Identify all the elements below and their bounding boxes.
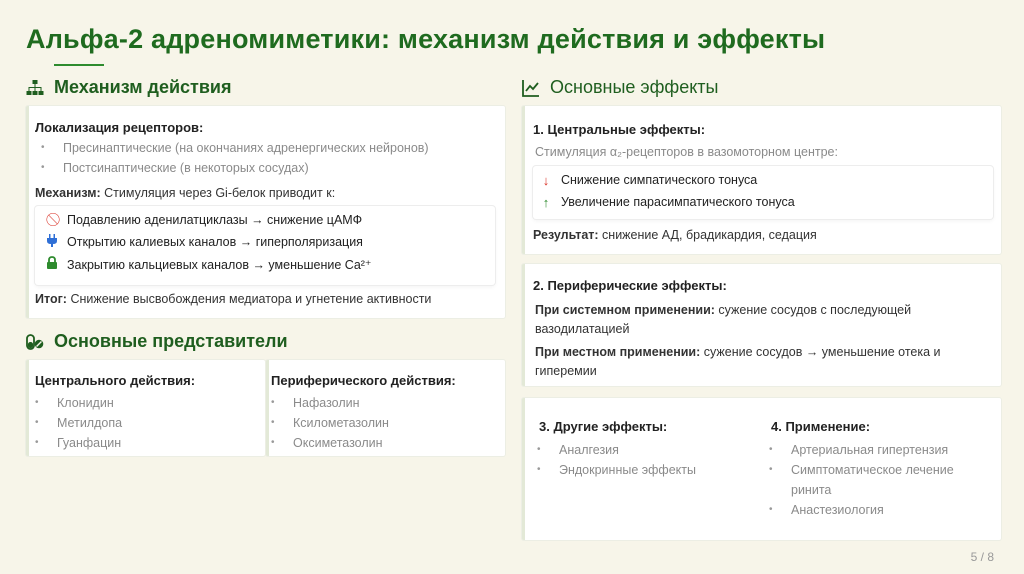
localization-list	[35, 138, 429, 178]
representatives-heading-text: Основные представители	[54, 331, 288, 351]
central-result-line	[533, 228, 817, 242]
result-text: Снижение высвобождения медиатора и угнетение активности	[70, 292, 432, 306]
mechanism-heading-text: Механизм действия	[54, 77, 232, 97]
step-row	[35, 209, 495, 231]
central-list	[29, 393, 122, 453]
list-item: • Гуанфацин	[29, 433, 122, 453]
sitemap-icon	[26, 79, 44, 97]
mechanism-text: Стимуляция через Gi-белок приводит к:	[104, 186, 336, 200]
pills-icon	[26, 333, 44, 351]
representatives-heading	[26, 331, 288, 352]
central-label: Центрального действия:	[35, 373, 196, 388]
list-item: • Эндокринные эффекты	[531, 460, 696, 480]
application-label: 4. Применение:	[771, 419, 871, 434]
effect-text: Увеличение парасимпатического тонуса	[561, 195, 795, 209]
effect-row	[533, 191, 993, 213]
mechanism-steps-box	[35, 206, 495, 285]
step-row	[35, 253, 495, 275]
effects-heading	[522, 77, 718, 98]
arrow-down-icon: ↓	[542, 172, 550, 188]
list-item: • Артериальная гипертензия	[763, 440, 963, 460]
lock-icon	[45, 256, 59, 272]
step-row	[35, 231, 495, 253]
page-number: 5 / 8	[970, 550, 994, 564]
list-item: • Метилдопа	[29, 413, 122, 433]
representatives-card	[26, 360, 265, 456]
arrow-up-icon: ↑	[542, 194, 550, 210]
peripheral-effects-card	[522, 264, 1001, 386]
central-effects-card	[522, 106, 1001, 254]
other-effects-label: 3. Другие эффекты:	[539, 419, 668, 434]
step-text: Подавлению аденилатциклазы → снижение цАМФ	[67, 213, 363, 227]
list-item: • Ксилометазолин	[265, 413, 389, 433]
title-underline	[54, 64, 104, 66]
central-effects-subtitle: Стимуляция α₂-рецепторов в вазомоторном центре:	[535, 145, 838, 159]
other-effects-card	[522, 398, 1001, 540]
result-label: Итог:	[35, 292, 67, 306]
central-result-text: снижение АД, брадикардия, седация	[602, 228, 817, 242]
list-item: • Постсинаптические (в некоторых сосудах)	[35, 158, 429, 178]
systemic-text: сужение сосудов с последующей вазодилатацией	[535, 303, 912, 336]
effect-row	[533, 169, 993, 191]
mechanism-label: Механизм:	[35, 186, 101, 200]
local-text: сужение сосудов → уменьшение отека и гиперемии	[535, 345, 941, 378]
list-item: • Пресинаптические (на окончаниях адренергических нейронов)	[35, 138, 429, 158]
peripheral-list	[265, 393, 389, 453]
peripheral-label: Периферического действия:	[271, 373, 456, 388]
result-line	[35, 292, 431, 306]
list-item: • Аналгезия	[531, 440, 696, 460]
page-title: Альфа-2 адреномиметики: механизм действия и эффекты	[26, 24, 826, 54]
central-result-label: Результат:	[533, 228, 599, 242]
ban-icon: 🚫︎	[45, 212, 62, 227]
central-effects-box	[533, 166, 993, 219]
list-item: • Нафазолин	[265, 393, 389, 413]
other-effects-list	[531, 440, 696, 480]
application-list	[763, 440, 963, 520]
central-effects-label: 1. Центральные эффекты:	[533, 122, 706, 137]
peripheral-effects-label: 2. Периферические эффекты:	[533, 278, 727, 293]
effects-heading-text: Основные эффекты	[550, 77, 719, 97]
chart-line-icon	[522, 79, 540, 97]
mechanism-card	[26, 106, 505, 318]
effect-text: Снижение симпатического тонуса	[561, 173, 758, 187]
mechanism-heading	[26, 77, 232, 98]
step-text: Открытию калиевых каналов → гиперполяризация	[67, 235, 363, 249]
list-item: • Оксиметазолин	[265, 433, 389, 453]
list-item: • Симптоматическое лечение ринита	[763, 460, 963, 500]
local-line	[535, 343, 975, 381]
systemic-label: При системном применении:	[535, 303, 715, 317]
representatives-card-peripheral	[266, 360, 505, 456]
systemic-line	[535, 301, 975, 339]
localization-label: Локализация рецепторов:	[35, 120, 204, 135]
list-item: • Анастезиология	[763, 500, 963, 520]
mechanism-line	[35, 186, 335, 200]
list-item: • Клонидин	[29, 393, 122, 413]
local-label: При местном применении:	[535, 345, 701, 359]
plug-icon	[45, 234, 59, 250]
step-text: Закрытию кальциевых каналов → уменьшение Ca²⁺	[67, 257, 372, 272]
